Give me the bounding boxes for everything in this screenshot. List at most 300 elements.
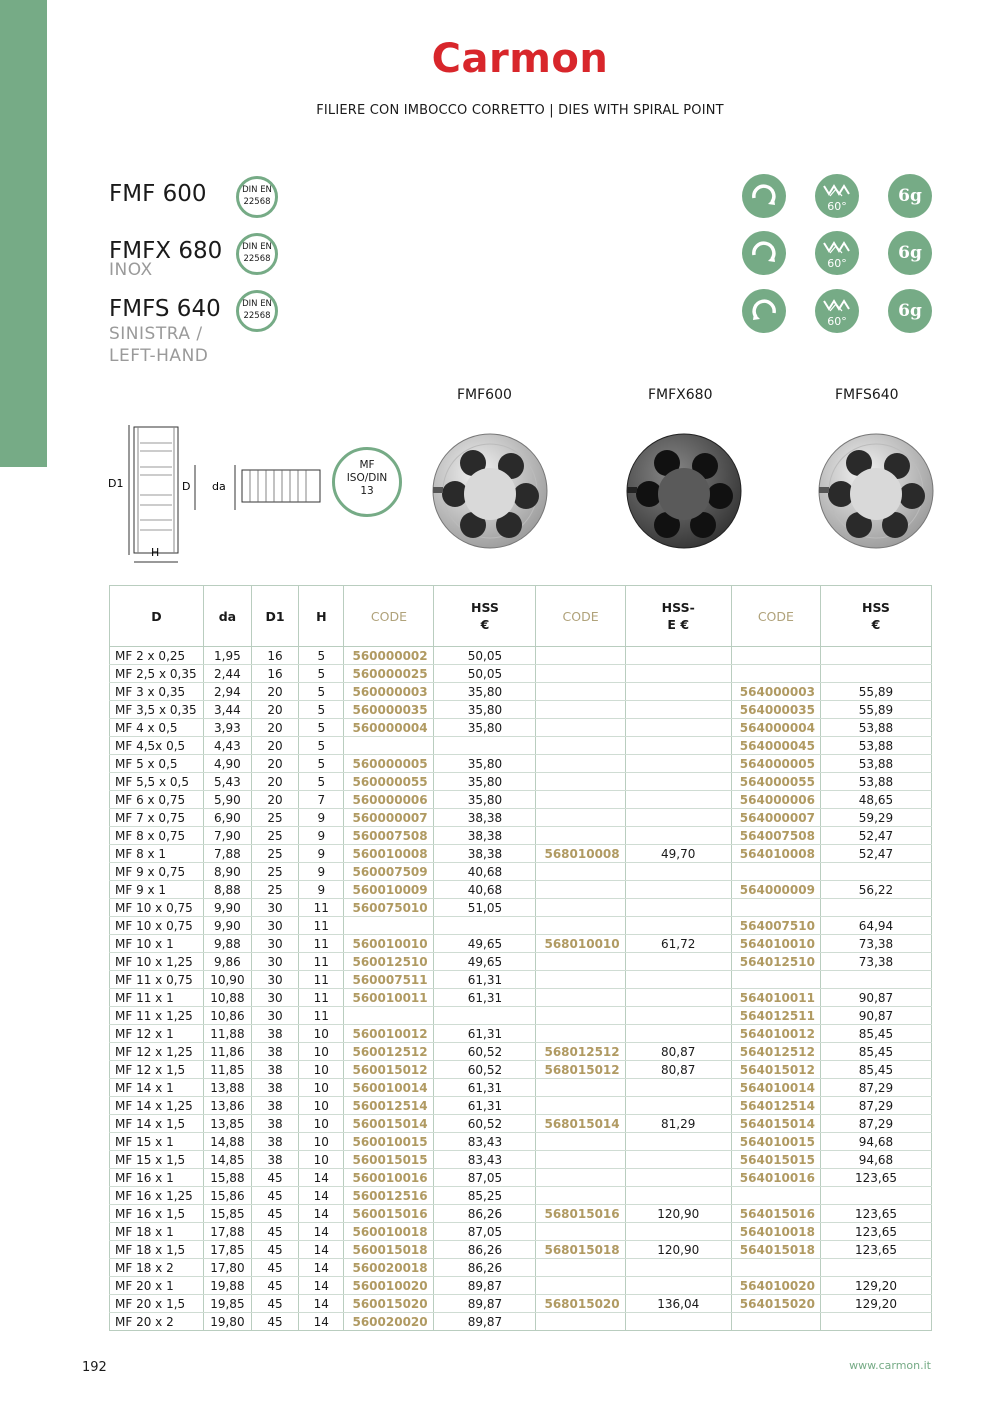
table-cell: 560010011 [344, 989, 434, 1007]
table-cell [625, 881, 731, 899]
col-price-hss-left [820, 586, 931, 647]
table-cell: 19,85 [203, 1295, 251, 1313]
table-cell [625, 1097, 731, 1115]
die-photo-fmfx680 [625, 432, 743, 550]
table-cell: 5 [299, 737, 344, 755]
table-cell: 8,90 [203, 863, 251, 881]
table-cell [625, 917, 731, 935]
die-photo-fmf600 [431, 432, 549, 550]
table-cell: MF 9 x 1 [110, 881, 204, 899]
table-row [110, 1151, 932, 1169]
table-cell: MF 18 x 2 [110, 1259, 204, 1277]
table-cell: 4,43 [203, 737, 251, 755]
table-cell: 6,90 [203, 809, 251, 827]
table-cell: 11,86 [203, 1043, 251, 1061]
table-cell: MF 20 x 1 [110, 1277, 204, 1295]
table-cell [536, 1187, 625, 1205]
table-cell: 560010010 [344, 935, 434, 953]
table-cell: MF 4,5x 0,5 [110, 737, 204, 755]
table-cell: MF 2 x 0,25 [110, 647, 204, 665]
table-cell: 45 [251, 1169, 298, 1187]
table-cell: 85,45 [820, 1043, 931, 1061]
table-cell: 560015020 [344, 1295, 434, 1313]
table-cell: 10 [299, 1151, 344, 1169]
table-row [110, 1313, 932, 1331]
table-cell: 564012510 [731, 953, 820, 971]
table-cell [625, 1223, 731, 1241]
table-cell [625, 863, 731, 881]
table-cell: 568010008 [536, 845, 625, 863]
table-cell [625, 773, 731, 791]
table-cell: 560000007 [344, 809, 434, 827]
table-cell: 564010014 [731, 1079, 820, 1097]
table-cell: MF 5 x 0,5 [110, 755, 204, 773]
h-label: H [151, 546, 160, 559]
table-cell [625, 1169, 731, 1187]
table-cell: MF 3 x 0,35 [110, 683, 204, 701]
svg-text:60°: 60° [827, 200, 847, 213]
table-cell: 14 [299, 1205, 344, 1223]
col-d: D [110, 586, 204, 647]
table-cell [536, 1223, 625, 1241]
col-code-hss: CODE [344, 586, 434, 647]
table-cell [536, 899, 625, 917]
table-cell: 61,31 [434, 1079, 536, 1097]
table-cell: 4,90 [203, 755, 251, 773]
table-cell: 87,29 [820, 1079, 931, 1097]
table-cell: MF 14 x 1 [110, 1079, 204, 1097]
table-cell: 9 [299, 845, 344, 863]
table-cell: 38 [251, 1079, 298, 1097]
col-da: da [203, 586, 251, 647]
table-cell: 38 [251, 1115, 298, 1133]
table-cell: 85,45 [820, 1061, 931, 1079]
table-cell [536, 917, 625, 935]
table-cell: 35,80 [434, 683, 536, 701]
table-row [110, 1133, 932, 1151]
table-cell: 2,44 [203, 665, 251, 683]
table-cell: 560000006 [344, 791, 434, 809]
table-cell: 87,05 [434, 1223, 536, 1241]
page-subtitle: FILIERE CON IMBOCCO CORRETTO | DIES WITH SPIRAL POINT [316, 103, 724, 118]
table-cell: 8,88 [203, 881, 251, 899]
table-cell: 10 [299, 1133, 344, 1151]
d-label: D [182, 480, 191, 493]
table-cell: 14 [299, 1169, 344, 1187]
table-cell: 15,86 [203, 1187, 251, 1205]
table-cell: 17,88 [203, 1223, 251, 1241]
din-label: DIN EN [242, 299, 272, 309]
d1-label: D1 [108, 477, 124, 490]
table-cell [625, 1313, 731, 1331]
din-number: 22568 [243, 311, 271, 321]
photo-caption-fmfx680: FMFX680 [648, 387, 713, 403]
table-cell [536, 665, 625, 683]
table-cell [625, 719, 731, 737]
table-cell: 49,65 [434, 953, 536, 971]
table-cell: 50,05 [434, 665, 536, 683]
table-cell: 560010016 [344, 1169, 434, 1187]
table-cell: 83,43 [434, 1151, 536, 1169]
table-cell: 9,90 [203, 899, 251, 917]
table-cell [536, 719, 625, 737]
table-cell: 60,52 [434, 1115, 536, 1133]
table-cell [536, 1151, 625, 1169]
table-row [110, 917, 932, 935]
table-cell: 35,80 [434, 773, 536, 791]
table-cell [625, 1151, 731, 1169]
table-cell [625, 899, 731, 917]
table-cell: MF 20 x 1,5 [110, 1295, 204, 1313]
table-cell: 17,85 [203, 1241, 251, 1259]
table-cell: 30 [251, 989, 298, 1007]
table-cell [536, 701, 625, 719]
table-cell: 5 [299, 665, 344, 683]
table-cell: 9 [299, 827, 344, 845]
table-cell: 9,90 [203, 917, 251, 935]
table-cell: 38,38 [434, 845, 536, 863]
table-cell: 14,85 [203, 1151, 251, 1169]
table-cell: 20 [251, 791, 298, 809]
table-cell: 61,31 [434, 989, 536, 1007]
product-sub: INOX [109, 260, 153, 280]
table-cell [536, 791, 625, 809]
table-cell: 38 [251, 1043, 298, 1061]
standard-line: MF [359, 459, 375, 471]
table-cell: 85,45 [820, 1025, 931, 1043]
table-cell: 19,80 [203, 1313, 251, 1331]
table-cell [625, 1133, 731, 1151]
din-badge [236, 233, 278, 275]
table-cell: 73,38 [820, 935, 931, 953]
table-cell: 560000055 [344, 773, 434, 791]
table-cell [344, 737, 434, 755]
table-cell: 45 [251, 1277, 298, 1295]
table-cell [625, 809, 731, 827]
table-row [110, 1277, 932, 1295]
table-cell: 86,26 [434, 1205, 536, 1223]
table-cell: 564010011 [731, 989, 820, 1007]
website-link[interactable]: www.carmon.it [849, 1359, 931, 1372]
table-cell: MF 5,5 x 0,5 [110, 773, 204, 791]
table-cell: 81,29 [625, 1115, 731, 1133]
table-cell [625, 791, 731, 809]
table-cell: 560010015 [344, 1133, 434, 1151]
table-cell: 25 [251, 827, 298, 845]
col-d1: D1 [251, 586, 298, 647]
table-cell: MF 9 x 0,75 [110, 863, 204, 881]
table-cell [625, 1025, 731, 1043]
table-cell: 38 [251, 1097, 298, 1115]
die-photo-fmfs640 [817, 432, 935, 550]
table-cell: MF 10 x 0,75 [110, 917, 204, 935]
table-cell: 120,90 [625, 1205, 731, 1223]
product-fmfx680 [109, 238, 222, 281]
table-cell: 83,43 [434, 1133, 536, 1151]
table-cell: 123,65 [820, 1205, 931, 1223]
table-cell: 56,22 [820, 881, 931, 899]
table-cell [536, 737, 625, 755]
table-cell [820, 647, 931, 665]
table-cell: 560000002 [344, 647, 434, 665]
table-cell: 10 [299, 1097, 344, 1115]
table-cell: 560010008 [344, 845, 434, 863]
table-cell: 11,85 [203, 1061, 251, 1079]
table-row [110, 1241, 932, 1259]
table-cell: 14 [299, 1277, 344, 1295]
table-cell: 49,65 [434, 935, 536, 953]
table-cell: 38,38 [434, 809, 536, 827]
table-cell [731, 665, 820, 683]
table-cell: 564000009 [731, 881, 820, 899]
table-cell: 11 [299, 953, 344, 971]
table-cell: 55,89 [820, 683, 931, 701]
table-row [110, 683, 932, 701]
table-cell: 560007509 [344, 863, 434, 881]
table-cell [625, 1259, 731, 1277]
table-cell: 15,85 [203, 1205, 251, 1223]
table-cell: 45 [251, 1205, 298, 1223]
table-cell [625, 1187, 731, 1205]
table-row [110, 1079, 932, 1097]
table-cell: 15,88 [203, 1169, 251, 1187]
table-cell: 5 [299, 719, 344, 737]
standard-badge [332, 447, 402, 517]
table-cell: MF 12 x 1,5 [110, 1061, 204, 1079]
table-cell: 123,65 [820, 1223, 931, 1241]
table-cell: 9,88 [203, 935, 251, 953]
table-cell: 87,29 [820, 1097, 931, 1115]
table-cell [536, 863, 625, 881]
table-cell [434, 1007, 536, 1025]
table-cell [731, 647, 820, 665]
table-cell: 7,90 [203, 827, 251, 845]
table-cell: 45 [251, 1241, 298, 1259]
table-row [110, 1115, 932, 1133]
table-cell [625, 989, 731, 1007]
svg-text:60°: 60° [827, 315, 847, 328]
table-cell: 52,47 [820, 845, 931, 863]
table-cell: 564000035 [731, 701, 820, 719]
table-cell: 564015016 [731, 1205, 820, 1223]
table-cell: 564015020 [731, 1295, 820, 1313]
table-cell: MF 20 x 2 [110, 1313, 204, 1331]
table-row [110, 755, 932, 773]
table-cell: 568010010 [536, 935, 625, 953]
table-row [110, 1187, 932, 1205]
table-cell: MF 12 x 1 [110, 1025, 204, 1043]
table-row [110, 1097, 932, 1115]
table-cell [536, 755, 625, 773]
table-cell: 11 [299, 971, 344, 989]
table-cell: 564015018 [731, 1241, 820, 1259]
table-cell: 20 [251, 701, 298, 719]
table-cell: 25 [251, 809, 298, 827]
table-cell [536, 773, 625, 791]
din-badge [236, 290, 278, 332]
table-cell [434, 917, 536, 935]
product-name: FMFX 680 [109, 238, 223, 264]
table-cell: 30 [251, 899, 298, 917]
table-cell: 560012514 [344, 1097, 434, 1115]
table-cell [625, 737, 731, 755]
table-cell: 560000025 [344, 665, 434, 683]
tolerance-badge: 6g [888, 289, 932, 333]
table-cell: 564007510 [731, 917, 820, 935]
table-cell: 20 [251, 719, 298, 737]
table-cell: 16 [251, 647, 298, 665]
table-header-row [110, 586, 932, 647]
table-cell: 13,86 [203, 1097, 251, 1115]
table-cell: 9 [299, 881, 344, 899]
table-cell: 90,87 [820, 989, 931, 1007]
standard-line: 13 [360, 485, 374, 497]
da-label: da [212, 480, 226, 493]
table-cell: 2,94 [203, 683, 251, 701]
table-cell [820, 1313, 931, 1331]
table-cell: 38,38 [434, 827, 536, 845]
table-cell: MF 10 x 0,75 [110, 899, 204, 917]
table-cell: 136,04 [625, 1295, 731, 1313]
table-cell: 564000005 [731, 755, 820, 773]
table-cell: 14 [299, 1295, 344, 1313]
table-cell: 560010020 [344, 1277, 434, 1295]
table-cell: 45 [251, 1295, 298, 1313]
table-cell: 5 [299, 755, 344, 773]
table-cell [731, 1259, 820, 1277]
table-cell: 38 [251, 1061, 298, 1079]
table-cell: 87,29 [820, 1115, 931, 1133]
table-cell: 560007511 [344, 971, 434, 989]
table-cell: 11 [299, 935, 344, 953]
table-cell: MF 16 x 1 [110, 1169, 204, 1187]
table-cell: 89,87 [434, 1313, 536, 1331]
table-cell [536, 1313, 625, 1331]
table-cell: 30 [251, 917, 298, 935]
table-cell: MF 10 x 1 [110, 935, 204, 953]
table-cell [536, 881, 625, 899]
table-cell: 60,52 [434, 1061, 536, 1079]
table-cell: 564000055 [731, 773, 820, 791]
table-cell: 51,05 [434, 899, 536, 917]
table-cell: 45 [251, 1313, 298, 1331]
col-code-hss-left: CODE [731, 586, 820, 647]
table-cell: 11,88 [203, 1025, 251, 1043]
table-cell: 123,65 [820, 1169, 931, 1187]
table-row [110, 1259, 932, 1277]
table-cell: 86,26 [434, 1259, 536, 1277]
table-cell: 564000003 [731, 683, 820, 701]
standard-line: ISO/DIN [346, 472, 388, 484]
table-cell: MF 15 x 1 [110, 1133, 204, 1151]
table-row [110, 1169, 932, 1187]
table-cell: 129,20 [820, 1277, 931, 1295]
table-cell: 73,38 [820, 953, 931, 971]
table-cell: 30 [251, 953, 298, 971]
table-cell: 564010010 [731, 935, 820, 953]
col-price-label: HSS € [471, 600, 499, 632]
table-cell: 53,88 [820, 755, 931, 773]
table-cell: MF 8 x 0,75 [110, 827, 204, 845]
table-cell: 40,68 [434, 863, 536, 881]
table-cell: 5,90 [203, 791, 251, 809]
table-row [110, 845, 932, 863]
table-cell: 86,26 [434, 1241, 536, 1259]
table-cell: 10 [299, 1115, 344, 1133]
din-number: 22568 [243, 254, 271, 264]
table-cell: 560015015 [344, 1151, 434, 1169]
col-price-label: HSS € [862, 600, 890, 632]
table-cell [536, 971, 625, 989]
table-cell [536, 989, 625, 1007]
table-cell: 35,80 [434, 719, 536, 737]
table-cell: 64,94 [820, 917, 931, 935]
table-cell: MF 2,5 x 0,35 [110, 665, 204, 683]
col-price-label: HSS-E € [661, 600, 695, 632]
table-cell: 564010018 [731, 1223, 820, 1241]
table-cell: 564015014 [731, 1115, 820, 1133]
table-cell [731, 1313, 820, 1331]
table-cell: MF 14 x 1,5 [110, 1115, 204, 1133]
table-cell: 53,88 [820, 719, 931, 737]
thread-angle-icon [815, 289, 859, 333]
table-cell: 560010009 [344, 881, 434, 899]
table-cell: 1,95 [203, 647, 251, 665]
table-cell: 5,43 [203, 773, 251, 791]
table-cell: MF 16 x 1,5 [110, 1205, 204, 1223]
page-number: 192 [82, 1360, 107, 1375]
table-cell: MF 16 x 1,25 [110, 1187, 204, 1205]
table-cell [625, 1277, 731, 1295]
table-cell: 48,65 [820, 791, 931, 809]
table-cell [536, 1097, 625, 1115]
table-cell: 564000006 [731, 791, 820, 809]
table-cell: 564012512 [731, 1043, 820, 1061]
table-cell: 30 [251, 935, 298, 953]
table-cell: 568015012 [536, 1061, 625, 1079]
table-cell [536, 827, 625, 845]
table-cell: 10 [299, 1043, 344, 1061]
din-label: DIN EN [242, 185, 272, 195]
table-cell: 120,90 [625, 1241, 731, 1259]
table-cell: 80,87 [625, 1043, 731, 1061]
table-cell: 89,87 [434, 1277, 536, 1295]
table-cell: 560012516 [344, 1187, 434, 1205]
table-cell [820, 1187, 931, 1205]
table-cell: MF 6 x 0,75 [110, 791, 204, 809]
table-cell: 564000004 [731, 719, 820, 737]
table-cell: 20 [251, 755, 298, 773]
table-cell: 87,05 [434, 1169, 536, 1187]
table-row [110, 1061, 932, 1079]
table-cell: 11 [299, 917, 344, 935]
table-cell: 564010015 [731, 1133, 820, 1151]
table-cell: 19,88 [203, 1277, 251, 1295]
table-cell: 3,93 [203, 719, 251, 737]
table-cell: 10 [299, 1061, 344, 1079]
table-cell: 11 [299, 899, 344, 917]
table-cell: 89,87 [434, 1295, 536, 1313]
table-cell: 52,47 [820, 827, 931, 845]
table-row [110, 1205, 932, 1223]
table-row [110, 1295, 932, 1313]
table-cell: 564012511 [731, 1007, 820, 1025]
table-cell: 94,68 [820, 1151, 931, 1169]
table-cell: 560010012 [344, 1025, 434, 1043]
table-cell: MF 11 x 0,75 [110, 971, 204, 989]
table-cell [625, 1007, 731, 1025]
thread-angle-icon [815, 174, 859, 218]
